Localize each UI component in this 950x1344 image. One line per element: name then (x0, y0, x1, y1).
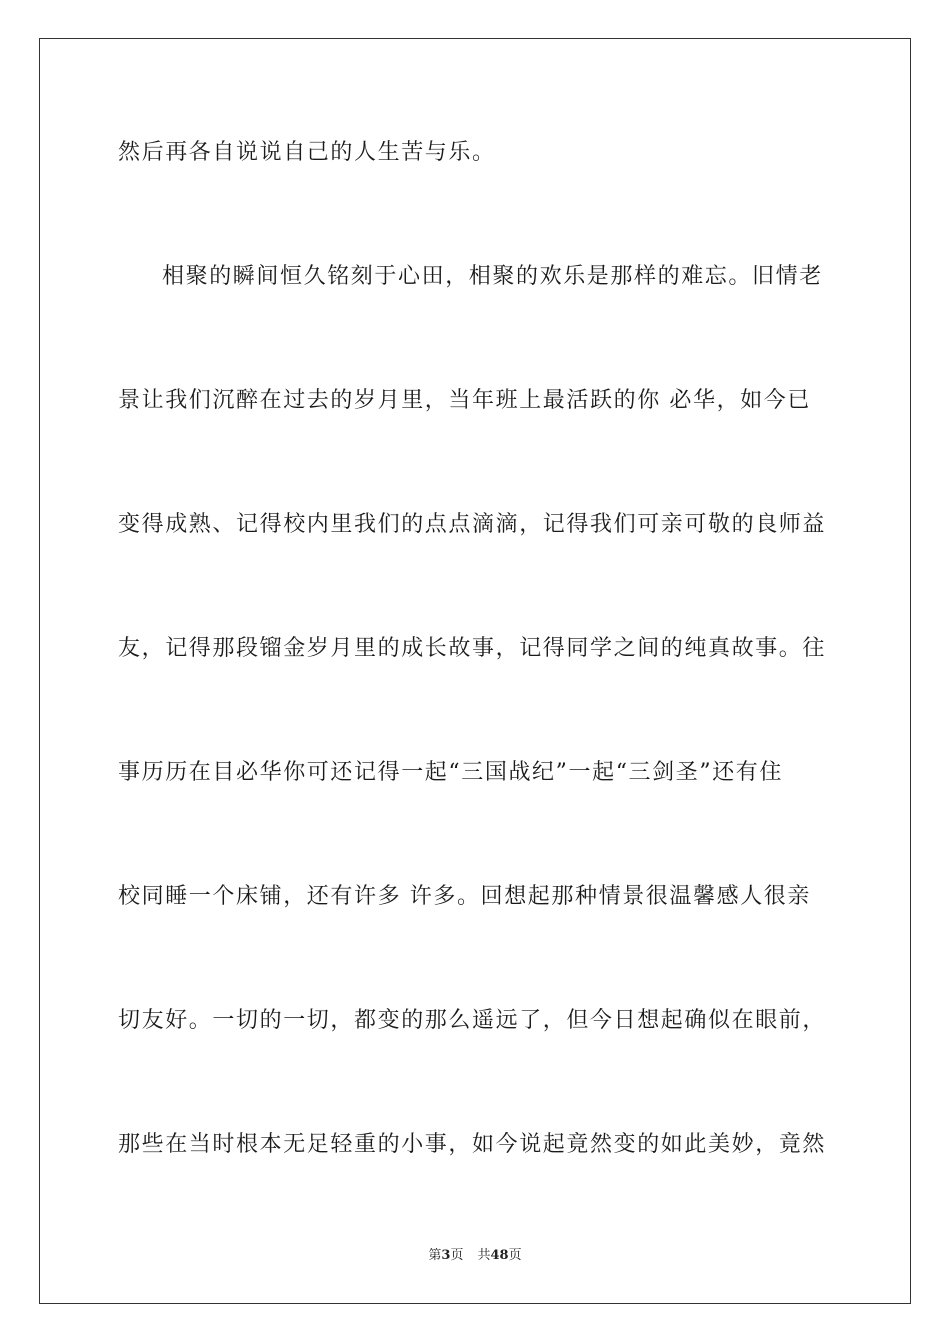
text-line-1: 然后再各自说说自己的人生苦与乐。 (118, 140, 496, 165)
total-pages: 48 (490, 1248, 509, 1263)
text-line-2: 相聚的瞬间恒久铭刻于心田，相聚的欢乐是那样的难忘。旧情老 (162, 264, 823, 289)
page-number: 3 (441, 1248, 451, 1263)
page-prefix: 第 (428, 1248, 442, 1263)
page-footer (0, 1247, 950, 1265)
text-line-7: 校同睡一个床铺，还有许多 许多。回想起那种情景很温馨感人很亲 (118, 884, 811, 909)
total-suffix: 页 (508, 1248, 522, 1263)
page-suffix: 页 (450, 1248, 464, 1263)
total-prefix: 共 (477, 1248, 491, 1263)
text-line-6: 事历历在目必华你可还记得一起“三国战纪”一起“三剑圣”还有住 (118, 760, 783, 785)
text-line-3: 景让我们沉醉在过去的岁月里，当年班上最活跃的你 必华，如今已 (118, 388, 811, 413)
text-line-8: 切友好。一切的一切，都变的那么遥远了，但今日想起确似在眼前， (118, 1008, 827, 1033)
page-border (39, 38, 911, 1304)
text-line-5: 友，记得那段镏金岁月里的成长故事，记得同学之间的纯真故事。往 (118, 636, 827, 661)
text-line-4: 变得成熟、记得校内里我们的点点滴滴，记得我们可亲可敬的良师益 (118, 512, 827, 537)
text-line-9: 那些在当时根本无足轻重的小事，如今说起竟然变的如此美妙，竟然 (118, 1132, 827, 1157)
